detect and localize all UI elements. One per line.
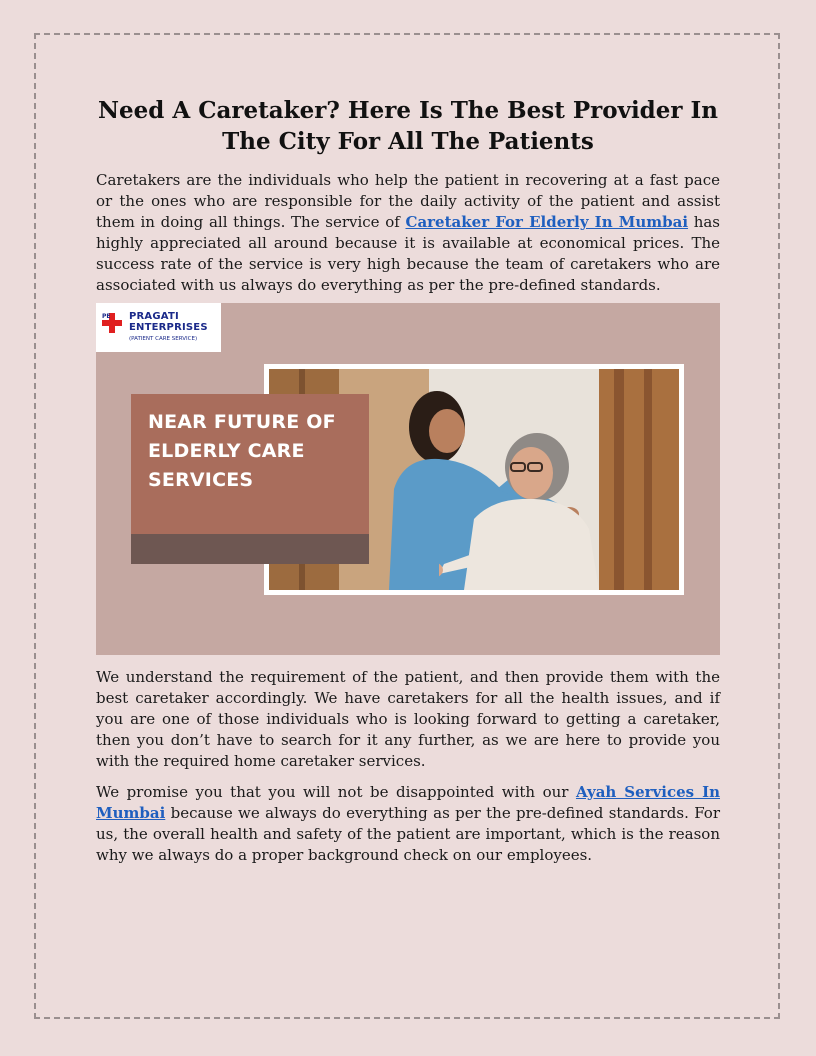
promise-text-end: because we always do everything as per the pre-defined standards. For us, the overall health and safety of the patient are important, which is the reason why we always do a proper background check on our employees. <box>96 804 720 864</box>
page-title: Need A Caretaker? Here Is The Best Provider In The City For All The Patients <box>97 97 719 155</box>
logo-line-2: ENTERPRISES <box>129 322 208 333</box>
intro-text-end: has highly appreciated all around because it is available at economical prices. The success rate of the service is very high because the team of caretakers who are associated with us always do everything as per the pre-defined standards. <box>96 213 721 294</box>
caption-line-3: SERVICES <box>148 469 254 491</box>
logo-tagline: (PATIENT CARE SERVICE) <box>129 336 198 342</box>
ayah-services-mumbai-link[interactable]: Ayah Services In Mumbai <box>96 783 720 822</box>
caption-line-1: NEAR FUTURE OF <box>148 411 336 433</box>
promise-paragraph <box>96 782 720 866</box>
logo-line-1: PRAGATI <box>129 311 179 322</box>
logo-company-name <box>129 311 208 333</box>
caretaker-elderly-mumbai-link[interactable]: Caretaker For Elderly In Mumbai <box>405 213 689 231</box>
services-paragraph: We understand the requirement of the patient, and then provide them with the best caretaker accordingly. We have caretakers for all the health issues, and if you are one of those individuals who is looking forward to getting a caretaker, then you don’t have to search for it any further, as we are here to provide you with the required home caretaker services. <box>96 668 720 770</box>
medical-cross-icon <box>102 311 122 335</box>
promise-text-start: We promise you that you will not be disappointed with our <box>96 783 576 801</box>
logo-mark-text: PE <box>102 313 111 320</box>
caption-box <box>131 394 369 534</box>
company-logo <box>96 303 221 352</box>
caption-strip <box>131 534 369 564</box>
caption-heading <box>148 408 363 495</box>
intro-paragraph <box>96 170 720 296</box>
caption-line-2: ELDERLY CARE <box>148 440 305 462</box>
hero-banner-image <box>96 303 720 655</box>
intro-text-start: Caretakers are the individuals who help the patient in recovering at a fast pace or the ones who are responsible for the daily activity of the patient and assist them in doing all things. The service of <box>96 171 720 231</box>
